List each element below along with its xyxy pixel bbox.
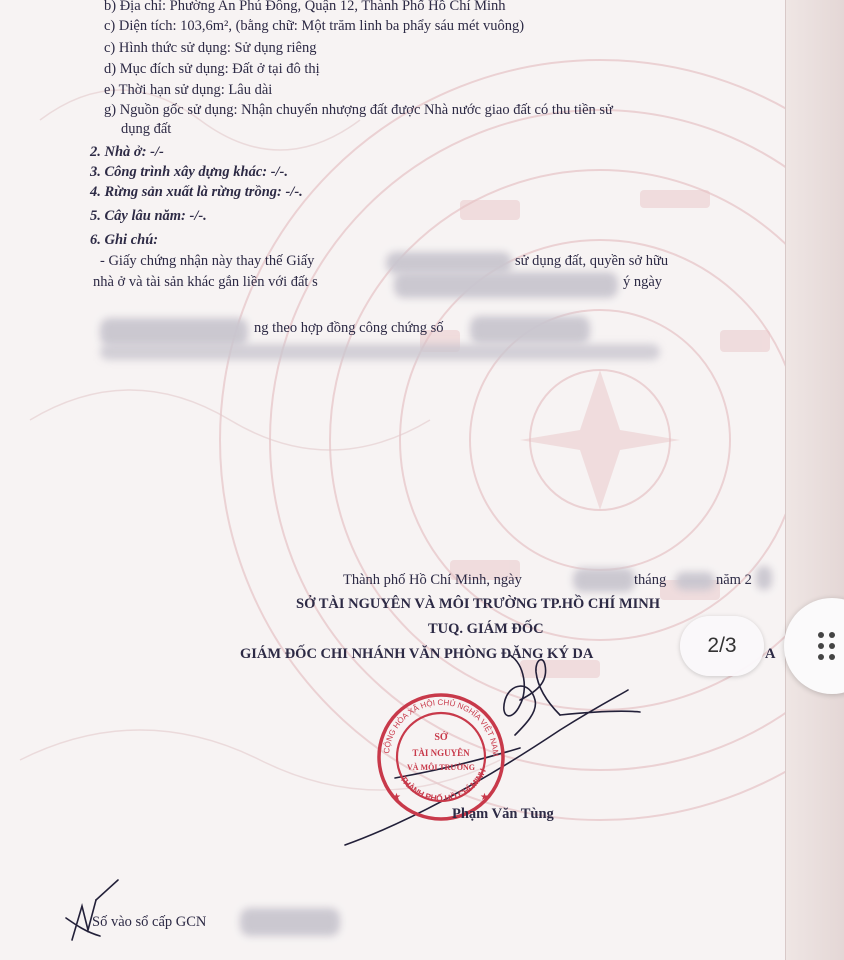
note-line-2a: nhà ở và tài sản khác gắn liền với đất s — [93, 274, 318, 290]
section-house: 2. Nhà ở: -/- — [90, 144, 164, 160]
director-title-tail: A — [765, 646, 776, 662]
section-forest: 4. Rừng sản xuất là rừng trồng: -/-. — [90, 184, 303, 200]
date-month: tháng — [634, 572, 667, 588]
address-line: b) Địa chỉ: Phường An Phú Đông, Quận 12, Thành Phố Hồ Chí Minh — [104, 0, 506, 14]
note-line-2b: ý ngày — [623, 274, 663, 290]
note-line-1b: sử dụng đất, quyền sở hữu — [515, 253, 669, 269]
section-other-construction: 3. Công trình xây dựng khác: -/-. — [90, 164, 289, 180]
section-notes: 6. Ghi chú: — [90, 232, 159, 248]
usage-origin-line: g) Nguồn gốc sử dụng: Nhận chuyển nhượng đất được Nhà nước giao đất có thu tiền sử — [104, 102, 613, 118]
date-year: năm 2 — [716, 572, 752, 588]
usage-form-line: c) Hình thức sử dụng: Sử dụng riêng — [104, 40, 317, 56]
seal-ring-text: CỘNG HÒA XÃ HỘI CHỦ NGHĨA VIỆT NAM — [382, 697, 501, 757]
register-line: Số vào sổ cấp GCN — [92, 914, 207, 930]
redacted-block — [240, 908, 340, 936]
director-title: GIÁM ĐỐC CHI NHÁNH VĂN PHÒNG ĐĂNG KÝ DA — [240, 646, 594, 662]
note-line-3: ng theo hợp đồng công chứng số — [254, 320, 444, 336]
svg-text:★: ★ — [392, 792, 401, 803]
signer-name: Phạm Văn Tùng — [452, 806, 554, 822]
page-indicator[interactable]: 2/3 — [680, 616, 764, 676]
seal-center-2: TÀI NGUYÊN — [412, 748, 470, 758]
svg-text:★: ★ — [480, 792, 489, 803]
usage-origin-line-2: dụng đất — [121, 121, 172, 137]
tuq-title: TUQ. GIÁM ĐỐC — [428, 621, 544, 637]
department-title: SỞ TÀI NGUYÊN VÀ MÔI TRƯỜNG TP.HỒ CHÍ MINH — [296, 596, 661, 612]
seal-bottom-text: THÀNH PHỐ HỒ CHÍ MINH — [398, 766, 488, 804]
note-line-1a: - Giấy chứng nhận này thay thế Giấy — [100, 253, 315, 269]
usage-purpose-line: d) Mục đích sử dụng: Đất ở tại đô thị — [104, 61, 320, 77]
usage-term-line: e) Thời hạn sử dụng: Lâu dài — [104, 82, 273, 98]
seal-center-1: SỞ — [434, 732, 448, 743]
seal-center-3: VÀ MÔI TRƯỜNG — [407, 763, 475, 772]
section-perennial-trees: 5. Cây lâu năm: -/-. — [90, 208, 207, 224]
area-line: c) Diện tích: 103,6m², (bằng chữ: Một trăm linh ba phẩy sáu mét vuông) — [104, 18, 525, 34]
date-line: Thành phố Hồ Chí Minh, ngày — [343, 572, 522, 588]
